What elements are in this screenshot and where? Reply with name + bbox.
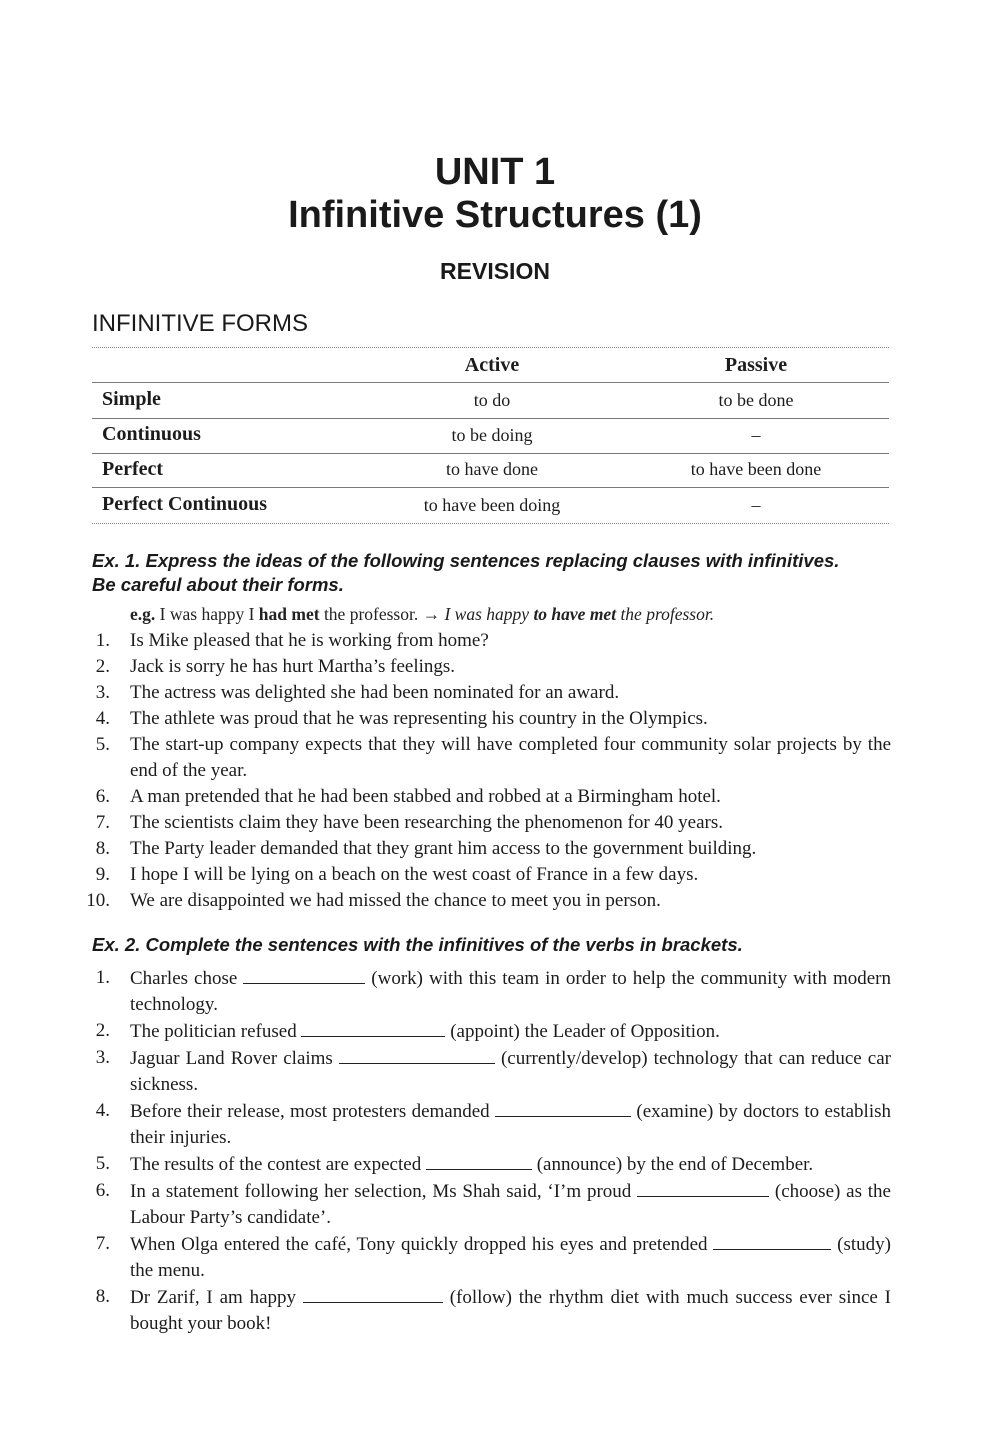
cell-simple-active: to do: [473, 390, 511, 410]
answer-blank[interactable]: [495, 1098, 631, 1117]
row-label-perfect-continuous: Perfect Continuous: [102, 493, 267, 515]
infinitive-forms-heading: INFINITIVE FORMS: [92, 310, 308, 337]
list-item: [86, 784, 891, 810]
answer-blank[interactable]: [243, 965, 365, 984]
item-number: 2.: [95, 1020, 110, 1041]
answer-blank[interactable]: [426, 1151, 532, 1170]
item-text: I hope I will be lying on a beach on the west coast of France in a few days.: [130, 864, 699, 885]
item-text: The Party leader demanded that they grant him access to the government building.: [130, 838, 757, 859]
cell-perfect-passive: to have been done: [690, 459, 822, 479]
answer-blank[interactable]: [339, 1045, 495, 1064]
item-text: The actress was delighted she had been nominated for an award.: [130, 682, 620, 703]
item-number: 8.: [95, 1286, 110, 1307]
item-number: 2.: [95, 656, 110, 677]
list-item: [86, 1178, 891, 1231]
header-active: Active: [464, 354, 520, 376]
item-number: 9.: [95, 864, 110, 885]
answer-blank[interactable]: [637, 1178, 769, 1197]
item-text: [130, 1018, 891, 1045]
item-text: The scientists claim they have been researching the phenomenon for 40 years.: [130, 812, 724, 833]
list-item: [86, 1151, 891, 1178]
text-after: (currently/develop) technology that can reduce car sickness.: [130, 1048, 891, 1095]
list-item: [86, 628, 891, 654]
text-before: In a statement following her selection, Ms Shah said, ‘I’m proud: [130, 1181, 638, 1202]
item-text: [130, 1178, 891, 1231]
item-number: 4.: [95, 708, 110, 729]
item-number: 1.: [95, 967, 110, 988]
item-text: A man pretended that he had been stabbed and robbed at a Birmingham hotel.: [130, 786, 721, 807]
cell-simple-passive: to be done: [718, 390, 794, 410]
example-text: the professor. →: [319, 604, 445, 624]
text-after: (study) the menu.: [130, 1234, 891, 1281]
item-number: 10.: [86, 890, 110, 911]
item-number: 5.: [95, 1153, 110, 1174]
item-text: [130, 1045, 891, 1098]
item-text: [130, 1098, 891, 1151]
list-item: [86, 1018, 891, 1045]
item-number: 4.: [95, 1100, 110, 1121]
list-item: [86, 1231, 891, 1284]
item-number: 5.: [95, 734, 110, 755]
item-text: [130, 965, 891, 1018]
header-passive: Passive: [724, 354, 788, 376]
example-answer: the professor.: [616, 604, 715, 624]
row-label-continuous: Continuous: [102, 423, 201, 445]
item-number: 6.: [95, 786, 110, 807]
example-answer: I was happy: [444, 604, 534, 624]
text-before: Dr Zarif, I am happy: [130, 1287, 303, 1308]
row-label-perfect: Perfect: [102, 458, 164, 480]
item-text: [130, 1151, 891, 1178]
section-revision: REVISION: [440, 258, 550, 284]
ex1-heading-line2: Be careful about their forms.: [92, 574, 344, 595]
item-text: The start-up company expects that they will have completed four community solar projects by the end of the year.: [130, 734, 891, 781]
unit-topic: Infinitive Structures (1): [288, 194, 702, 236]
answer-blank[interactable]: [301, 1018, 445, 1037]
table-rule: [92, 487, 889, 488]
text-before: The results of the contest are expected: [130, 1154, 426, 1175]
text-before: Jaguar Land Rover claims: [130, 1048, 339, 1069]
list-item: [86, 654, 891, 680]
ex2-heading: Ex. 2. Complete the sentences with the infinitives of the verbs in brackets.: [92, 934, 743, 955]
example-text: I was happy I: [155, 604, 259, 624]
table-rule: [92, 418, 889, 419]
infinitive-forms-table: [92, 345, 889, 525]
ex1-list: [86, 628, 891, 914]
text-before: The politician refused: [130, 1021, 302, 1042]
list-item: [86, 732, 891, 784]
answer-blank[interactable]: [713, 1231, 831, 1250]
table-rule: [92, 382, 889, 383]
cell-perfect-continuous-active: to have been doing: [423, 495, 561, 515]
list-item: [86, 706, 891, 732]
table-rule: [92, 523, 889, 524]
list-item: [86, 1098, 891, 1151]
list-item: [86, 680, 891, 706]
list-item: [86, 1284, 891, 1337]
table-rule: [92, 347, 889, 348]
unit-number: UNIT 1: [434, 151, 556, 193]
list-item: [86, 810, 891, 836]
item-number: 6.: [95, 1180, 110, 1201]
cell-perfect-active: to have done: [446, 459, 538, 479]
table-rule: [92, 453, 889, 454]
text-before: Charles chose: [130, 968, 244, 989]
item-text: [130, 1231, 891, 1284]
item-number: 7.: [95, 1233, 110, 1254]
item-number: 7.: [95, 812, 110, 833]
list-item: [86, 1045, 891, 1098]
text-after: (work) with this team in order to help the community with modern technology.: [130, 968, 891, 1015]
text-after: (follow) the rhythm diet with much success ever since I bought your book!: [130, 1287, 891, 1334]
ex1-example: [130, 604, 714, 625]
text-before: Before their release, most protesters demanded: [130, 1101, 496, 1122]
list-item: [86, 836, 891, 862]
text-after: (appoint) the Leader of Opposition.: [445, 1021, 720, 1042]
list-item: [86, 965, 891, 1018]
example-bold: had met: [258, 604, 320, 624]
ex2-list: [86, 965, 891, 1337]
item-text: The athlete was proud that he was representing his country in the Olympics.: [130, 708, 708, 729]
item-number: 3.: [95, 682, 110, 703]
answer-blank[interactable]: [303, 1284, 443, 1303]
item-number: 3.: [95, 1047, 110, 1068]
cell-continuous-active: to be doing: [451, 425, 533, 445]
ex1-heading-line1: Ex. 1. Express the ideas of the following sentences replacing clauses with infinitives.: [92, 550, 840, 571]
text-after: (announce) by the end of December.: [531, 1154, 814, 1175]
list-item: [86, 862, 891, 888]
item-text: We are disappointed we had missed the chance to meet you in person.: [130, 890, 661, 911]
item-text: Jack is sorry he has hurt Martha’s feelings.: [130, 656, 456, 677]
example-answer-bold: to have met: [533, 604, 617, 624]
item-number: 1.: [95, 630, 110, 651]
text-before: When Olga entered the café, Tony quickly dropped his eyes and pretended: [130, 1234, 714, 1255]
row-label-simple: Simple: [102, 388, 161, 410]
cell-continuous-passive: –: [751, 425, 761, 445]
item-text: [130, 1284, 891, 1337]
text-after: (choose) as the Labour Party’s candidate’.: [130, 1181, 891, 1228]
cell-perfect-continuous-passive: –: [751, 495, 761, 515]
item-text: Is Mike pleased that he is working from home?: [130, 630, 489, 651]
item-number: 8.: [95, 838, 110, 859]
example-label: e.g.: [130, 604, 156, 624]
text-after: (examine) by doctors to establish their injuries.: [130, 1101, 891, 1148]
ex1-heading: [92, 549, 902, 597]
list-item: [86, 888, 891, 914]
